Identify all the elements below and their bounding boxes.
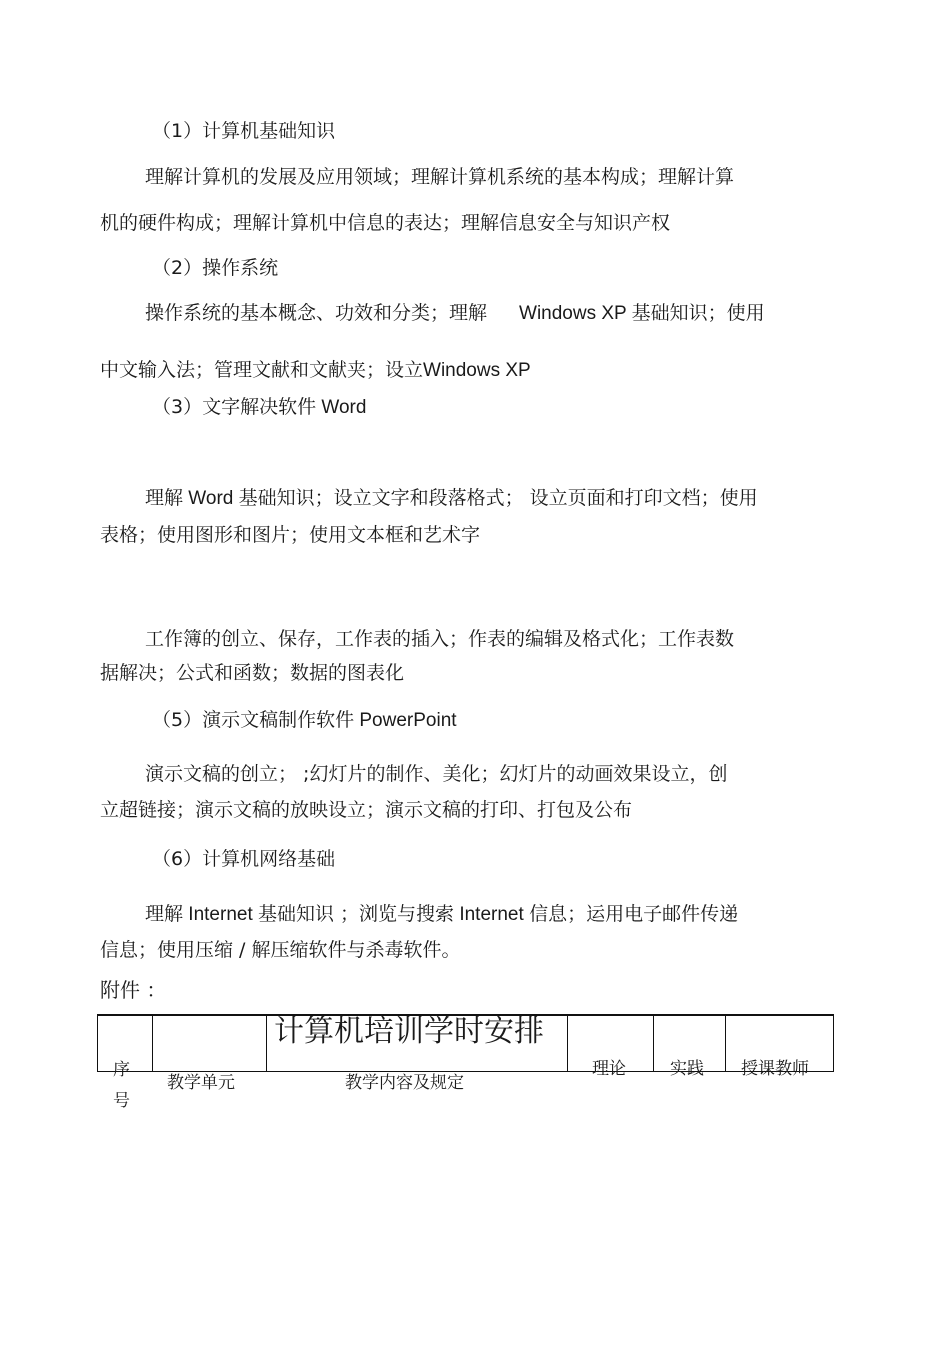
text-run: Internet [454, 904, 530, 925]
table-title: 计算机培训学时安排 [274, 1014, 544, 1049]
attachment-label: 附件 ： [100, 978, 167, 1002]
section-3-paragraph-line-1 [145, 485, 758, 512]
section-6-paragraph-line-1 [145, 901, 738, 928]
header-teaching-unit: 教学单元 [167, 1073, 235, 1093]
text-run: Windows XP 基础知识；使用 [519, 303, 765, 324]
header-theory: 理论 [592, 1059, 626, 1079]
section-5-heading [152, 707, 457, 734]
section-6-heading: （6）计算机网络基础 [152, 848, 336, 870]
text-run: （3）文字解决软件 [152, 396, 317, 418]
text-run: 基础知识 ；浏览与搜索 [258, 903, 455, 925]
header-teacher: 授课教师 [741, 1059, 809, 1079]
text-run: Internet [183, 904, 259, 925]
text-run: 基础知识；设立文字和段落格式； 设立页面和打印文档；使用 [238, 487, 758, 509]
section-1-heading: （1）计算机基础知识 [152, 120, 336, 142]
header-practice: 实践 [670, 1059, 704, 1079]
section-6-paragraph-line-2: 信息；使用压缩 / 解压缩软件与杀毒软件。 [100, 939, 461, 961]
text-run: Windows XP [423, 360, 531, 381]
header-seq: 序 [113, 1060, 130, 1080]
text-run: 理解 [145, 903, 184, 925]
section-1-paragraph-line-2: 机的硬件构成；理解计算机中信息的表达；理解信息安全与知识产权 [100, 212, 671, 234]
section-3-paragraph-line-2: 表格；使用图形和图片；使用文本框和艺术字 [100, 524, 481, 546]
section-1-paragraph-line-1: 理解计算机的发展及应用领域；理解计算机系统的基本构成；理解计算 [145, 166, 735, 188]
text-run: 信息；运用电子邮件传递 [529, 903, 739, 925]
text-run: 操作系统的基本概念、功效和分类；理解 [145, 302, 488, 324]
section-4-paragraph-line-1: 工作簿的创立、保存，工作表的插入；作表的编辑及格式化；工作表数 [145, 628, 735, 650]
table-column-divider [152, 1014, 153, 1072]
section-5-paragraph-line-1: 演示文稿的创立； ;幻灯片的制作、美化；幻灯片的动画效果设立，创 [145, 763, 728, 785]
header-seq: 号 [113, 1091, 130, 1111]
section-5-paragraph-line-2: 立超链接；演示文稿的放映设立；演示文稿的打印、打包及公布 [100, 799, 633, 821]
table-column-divider [653, 1014, 654, 1072]
text-run: Word [183, 488, 239, 509]
text-run: （5）演示文稿制作软件 [152, 709, 355, 731]
text-run: 理解 [145, 487, 184, 509]
table-column-divider [725, 1014, 726, 1072]
table-column-divider [266, 1014, 267, 1072]
text-run: Word [316, 397, 367, 418]
section-2-paragraph-line-1 [145, 300, 765, 327]
section-2-heading: （2）操作系统 [152, 257, 279, 279]
text-run: 中文输入法；管理文献和文献夹；设立 [100, 359, 424, 381]
text-run: PowerPoint [354, 710, 457, 731]
header-teaching-content: 教学内容及规定 [345, 1073, 464, 1093]
section-3-heading [152, 394, 366, 421]
section-4-paragraph-line-2: 据解决；公式和函数；数据的图表化 [100, 662, 405, 684]
table-column-divider [567, 1014, 568, 1072]
section-2-paragraph-line-2 [100, 357, 531, 384]
